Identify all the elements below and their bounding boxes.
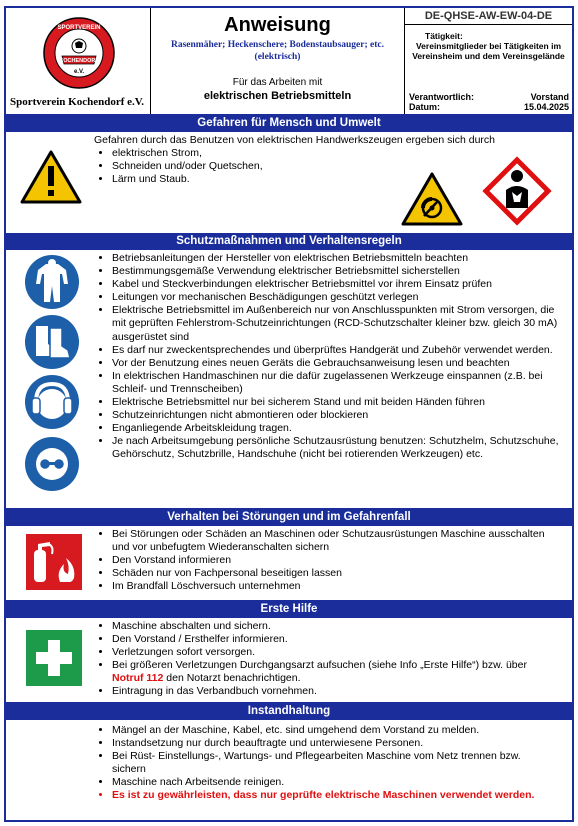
first-aid-icon <box>26 630 82 686</box>
maintenance-text <box>96 724 556 803</box>
list-item: • Elektrische Betriebsmittel im Außenbereich nur von Anschlusspunkten mit Strom versorgen, die mit geprüften Fehlerstrom-Schutzeinrichtungen (RCD-Schutzschalter kleiner bzw. gleich 30 mA) ausgerüstet sind <box>112 304 566 343</box>
first-aid-text <box>96 620 546 699</box>
emergency-number: Notruf 112 <box>112 672 164 685</box>
list-item: • Den Vorstand / Ersthelfer informieren. <box>112 633 546 646</box>
list-item: • Mängel an der Maschine, Kabel, etc. sind umgehend dem Vorstand zu melden. <box>112 724 556 737</box>
list-item: • Den Vorstand informieren <box>112 554 546 567</box>
list-item: • Elektrische Betriebsmittel nur bei sicherem Stand und mit beiden Händen führen <box>112 396 566 409</box>
list-item <box>112 659 546 685</box>
warning-triangle-icon <box>20 150 82 204</box>
responsible-value: Vorstand <box>530 92 569 102</box>
list-item: • In elektrischen Handmaschinen nur die dafür zugelassenen Werkzeuge einspannen (z.B. bei Schleif- und Trennscheiben) <box>112 370 566 396</box>
malfunction-section <box>6 526 572 600</box>
rotating-parts-warning-icon <box>401 172 463 226</box>
activity-block <box>405 31 572 61</box>
logo-text-bottom: KOCHENDORF <box>59 58 99 64</box>
instruction-sheet <box>4 6 574 822</box>
list-item: • Eintragung in das Verbandbuch vornehmen. <box>112 685 546 698</box>
list-item: • Betriebsanleitungen der Hersteller von elektrischen Betriebsmitteln beachten <box>112 252 566 265</box>
ear-protection-icon <box>24 374 80 430</box>
logo-cell <box>6 8 151 114</box>
list-item: • Kabel und Steckverbindungen elektrischer Betriebsmittel vor ihrem Einsatz prüfen <box>112 278 566 291</box>
list-item: • Bestimmungsgemäße Verwendung elektrischer Betriebsmittel sicherstellen <box>112 265 566 278</box>
logo-text-top: SPORTVEREIN <box>57 25 101 31</box>
list-item: • Lärm und Staub. <box>112 173 556 186</box>
for-bold-line: elektrischen Betriebsmitteln <box>203 90 352 102</box>
emergency-text-post: den Notarzt benachrichtigen. <box>163 672 301 685</box>
first-aid-section <box>6 618 572 702</box>
activity-text: Vereinsmitglieder bei Tätigkeiten im Vereinsheim und dem Vereinsgelände <box>412 41 565 61</box>
malfunction-list <box>96 528 546 593</box>
maintenance-section <box>6 720 572 820</box>
list-item: • elektrischen Strom, <box>112 147 556 160</box>
malfunction-text <box>96 528 546 593</box>
maintenance-section-title: Instandhaltung <box>6 702 572 720</box>
first-aid-list <box>96 620 546 699</box>
responsible-label: Verantwortlich: <box>409 92 475 102</box>
malfunction-section-title: Verhalten bei Störungen und im Gefahrenfall <box>6 508 572 526</box>
safety-boots-icon <box>24 314 80 370</box>
club-name: Sportverein Kochendorf e.V. <box>10 96 145 108</box>
list-item: • Verletzungen sofort versorgen. <box>112 646 546 659</box>
list-item: • Bei Rüst- Einstellungs-, Wartungs- und Pflegearbeiten Maschine vom Netz trennen bzw. sichern <box>112 750 556 776</box>
list-item: • Enganliegende Arbeitskleidung tragen. <box>112 422 566 435</box>
for-line: Für das Arbeiten mit <box>232 77 323 88</box>
protection-section <box>6 250 572 508</box>
maintenance-list <box>96 724 556 803</box>
hazards-section <box>6 132 572 233</box>
fire-extinguisher-icon <box>26 534 82 590</box>
club-logo <box>42 16 116 90</box>
activity-label: Tätigkeit: <box>425 31 463 41</box>
hazards-intro: Gefahren durch das Benutzen von elektrischen Handwerkszeugen ergeben sich durch <box>94 134 495 146</box>
list-item: • Maschine nach Arbeitsende reinigen. <box>112 776 556 789</box>
health-hazard-icon <box>480 154 554 228</box>
list-item: • Schneiden und/oder Quetschen, <box>112 160 556 173</box>
list-item: • Leitungen vor mechanischen Beschädigungen geschützt verlegen <box>112 291 566 304</box>
header <box>6 8 572 114</box>
date-value: 15.04.2025 <box>523 102 569 112</box>
list-item: • Bei Störungen oder Schäden an Maschinen oder Schutzausrüstungen Maschine ausschalten und vor unbefugtem Wiederanschalten sichern <box>112 528 546 554</box>
protection-text <box>96 252 566 462</box>
document-code: DE-QHSE-AW-EW-04-DE <box>405 9 572 25</box>
list-item: • Instandsetzung nur durch beauftragte und unterwiesene Personen. <box>112 737 556 750</box>
page-title: Anweisung <box>224 14 331 36</box>
equipment-subtitle: Rasenmäher; Heckenschere; Bodenstaubsauger; etc. (elektrisch) <box>170 40 385 62</box>
protection-section-title: Schutzmaßnahmen und Verhaltensregeln <box>6 233 572 250</box>
meta-cell <box>405 8 572 114</box>
hazards-section-title: Gefahren für Mensch und Umwelt <box>6 114 572 132</box>
date-label: Datum: <box>409 102 440 112</box>
emergency-text-pre: Bei größeren Verletzungen Durchgangsarzt aufsuchen (siehe Info „Erste Hilfe“) bzw. über <box>112 659 527 672</box>
safety-goggles-icon <box>24 436 80 492</box>
list-item: • Schäden nur von Fachpersonal beseitigen lassen <box>112 567 546 580</box>
list-item: • Vor der Benutzung eines neuen Geräts die Gebrauchsanweisung lesen und beachten <box>112 357 566 370</box>
list-item: • Schutzeinrichtungen nicht abmontieren oder blockieren <box>112 409 566 422</box>
list-item: • Je nach Arbeitsumgebung persönliche Schutzausrüstung benutzen: Schutzhelm, Schutzschuhe, Gehörschutz, Schutzbrille, Handschuhe (nicht bei rotierenden Werkzeugen) etc. <box>112 435 566 461</box>
list-item: • Es darf nur zweckentsprechendes und überprüftes Handgerät und Zubehör verwendet werden. <box>112 344 566 357</box>
list-item: • Im Brandfall Löschversuch unternehmen <box>112 580 546 593</box>
protective-clothing-icon <box>24 254 80 310</box>
logo-text-ev: e.V. <box>73 69 85 75</box>
list-item: • Maschine abschalten und sichern. <box>112 620 546 633</box>
protection-list <box>96 252 566 462</box>
responsibility-block <box>409 92 569 112</box>
first-aid-section-title: Erste Hilfe <box>6 600 572 618</box>
title-cell <box>151 8 405 114</box>
maintenance-warning: • Es ist zu gewährleisten, dass nur geprüfte elektrische Maschinen verwendet werden. <box>112 789 556 802</box>
